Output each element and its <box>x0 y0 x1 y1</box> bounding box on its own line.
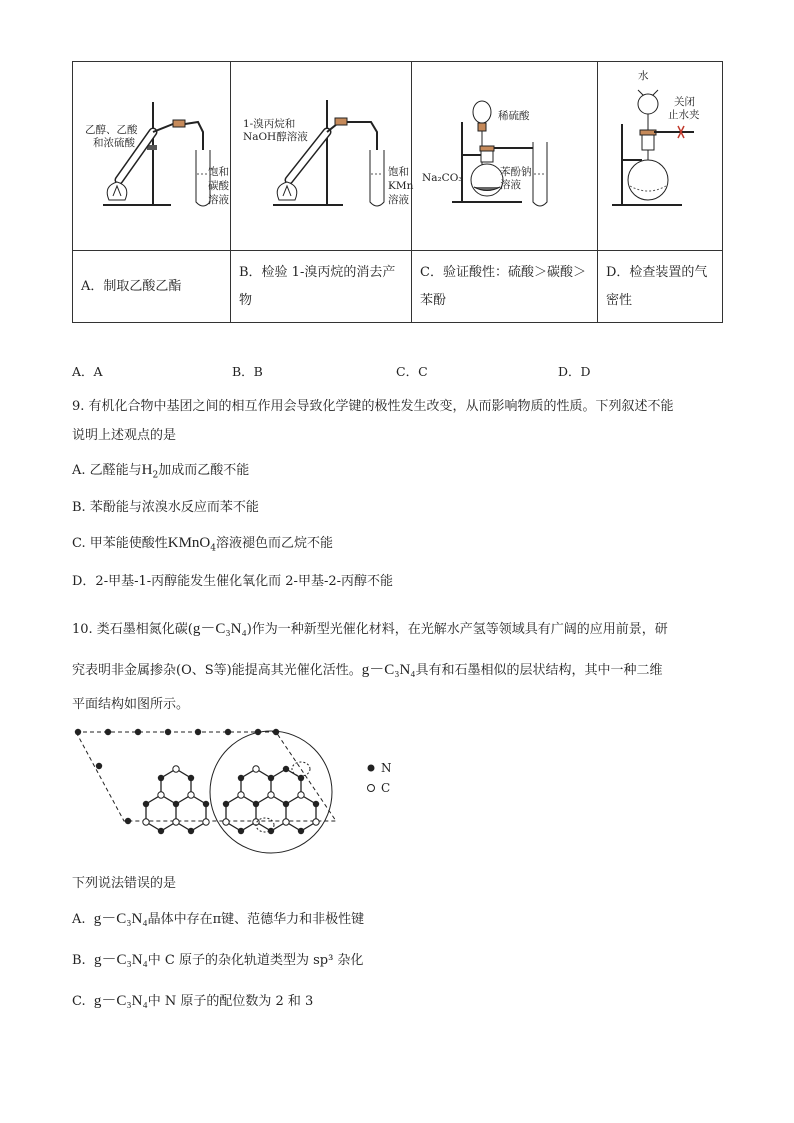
q10-stem-2-formula: g－C₃N₄ <box>361 662 416 678</box>
caption-c: C．验证酸性：硫酸＞碳酸＞苯酚 <box>412 251 598 323</box>
q9-stem-line-2: 说明上述观点的是 <box>72 428 177 443</box>
legend-n-label: N <box>381 761 392 775</box>
q10-stem-1-post: )作为一种新型光催化材料，在光解水产氢等领域具有广阔的应用前景，研 <box>246 622 668 637</box>
q10-question: 下列说法错误的是 <box>72 876 177 891</box>
label-d-3: 止水夹 <box>668 109 700 121</box>
label-c-4: 溶液 <box>500 179 521 191</box>
label-b-3: 饱和 <box>388 166 409 178</box>
q9-option-a-sub: 2 <box>152 470 159 481</box>
figure-cell-d <box>598 62 723 251</box>
q10-stem-1-formula: g－C₃N₄ <box>192 621 247 637</box>
apparatus-c-figure <box>412 62 596 246</box>
q10-option-b-pre: B. <box>72 953 86 968</box>
label-c-1: 稀硫酸 <box>498 110 530 122</box>
label-a-1: 乙醇、乙酸 <box>85 124 138 136</box>
apparatus-a-figure <box>73 62 229 246</box>
apparatus-d-figure <box>598 62 721 246</box>
figure-cell-c <box>412 62 598 251</box>
label-b-2: NaOH醇溶液 <box>243 131 308 143</box>
figure-cell-b <box>231 62 412 251</box>
label-c-3: 苯酚钠 <box>500 166 532 178</box>
q9-option-d: D．2-甲基-1-丙醇能发生催化氧化而 2-甲基-2-丙醇不能 <box>72 574 393 589</box>
label-a-3: 饱和 <box>208 166 229 178</box>
q10-option-b-post: 中 C 原子的杂化轨道类型为 sp³ 杂化 <box>147 953 364 968</box>
q9-option-b: B. 苯酚能与浓溴水反应而苯不能 <box>72 500 259 515</box>
label-c-2: Na₂CO₃ <box>422 172 463 184</box>
caption-a: A．制取乙酸乙酯 <box>73 251 231 323</box>
q10-option-c-formula: g－C₃N₄ <box>93 993 148 1009</box>
q10-stem-2-pre: 究表明非金属掺杂(O、S等)能提高其光催化活性。 <box>72 663 362 678</box>
q10-option-c-post: 中 N 原子的配位数为 2 和 3 <box>147 994 314 1009</box>
q10-stem-line-2 <box>72 658 663 679</box>
q10-stem-line-1 <box>72 617 668 638</box>
caption-b: B．检验 1-溴丙烷的消去产物 <box>231 251 412 323</box>
label-b-5: 溶液 <box>388 194 409 206</box>
label-b-1: 1-溴丙烷和 <box>243 118 296 130</box>
apparatus-b-figure <box>231 62 410 246</box>
q9-option-a-chem: H <box>141 462 153 478</box>
legend-c-label: C <box>381 781 391 795</box>
label-d-1: 水 <box>638 70 649 82</box>
q10-option-c <box>72 989 313 1010</box>
caption-d: D．检查装置的气密性 <box>598 251 723 323</box>
label-a-5: 溶液 <box>208 194 229 206</box>
label-d-2: 关闭 <box>674 96 695 108</box>
label-a-4: 碳酸 <box>208 180 229 192</box>
q10-option-b <box>72 948 363 969</box>
q9-option-a-pre: A. 乙醛能与 <box>72 463 142 478</box>
q9-option-a-post: 加成而乙酸不能 <box>158 463 250 478</box>
q9-option-c <box>72 532 333 554</box>
q9-option-c-chem: KMnO <box>167 535 211 551</box>
q10-option-a <box>72 907 364 928</box>
q9-option-c-pre: C. 甲苯能使酸性 <box>72 536 168 551</box>
q8-option-c: C．C <box>396 364 428 379</box>
q8-option-b: B．B <box>232 364 263 379</box>
experiment-table <box>72 61 723 323</box>
q10-stem-2-post: 具有和石墨相似的层状结构，其中一种二维 <box>415 663 663 678</box>
figure-cell-a <box>73 62 231 251</box>
q10-option-b-formula: g－C₃N₄ <box>93 952 148 968</box>
q9-stem-line-1: 9. 有机化合物中基团之间的相互作用会导致化学键的极性发生改变，从而影响物质的性质。下列叙述不能 <box>72 399 674 414</box>
q10-option-c-pre: C. <box>72 994 86 1009</box>
q10-option-a-formula: g－C₃N₄ <box>93 911 148 927</box>
q10-stem-line-3: 平面结构如图所示。 <box>72 697 190 712</box>
q10-stem-1-pre: 10. 类石墨相氮化碳( <box>72 622 193 637</box>
label-a-2: 和浓硫酸 <box>93 137 135 149</box>
q9-option-c-post: 溶液褪色而乙烷不能 <box>216 536 334 551</box>
q9-option-c-sub: 4 <box>210 543 216 554</box>
q8-option-a: A．A <box>72 364 103 379</box>
q9-option-a <box>72 459 249 481</box>
q8-option-d: D．D <box>558 364 591 379</box>
g-c3n4-structure-diagram <box>66 724 406 854</box>
label-b-4: KMn <box>388 180 414 192</box>
q10-option-a-post: 晶体中存在π键、范德华力和非极性键 <box>147 912 365 927</box>
q10-option-a-pre: A. <box>72 912 86 927</box>
